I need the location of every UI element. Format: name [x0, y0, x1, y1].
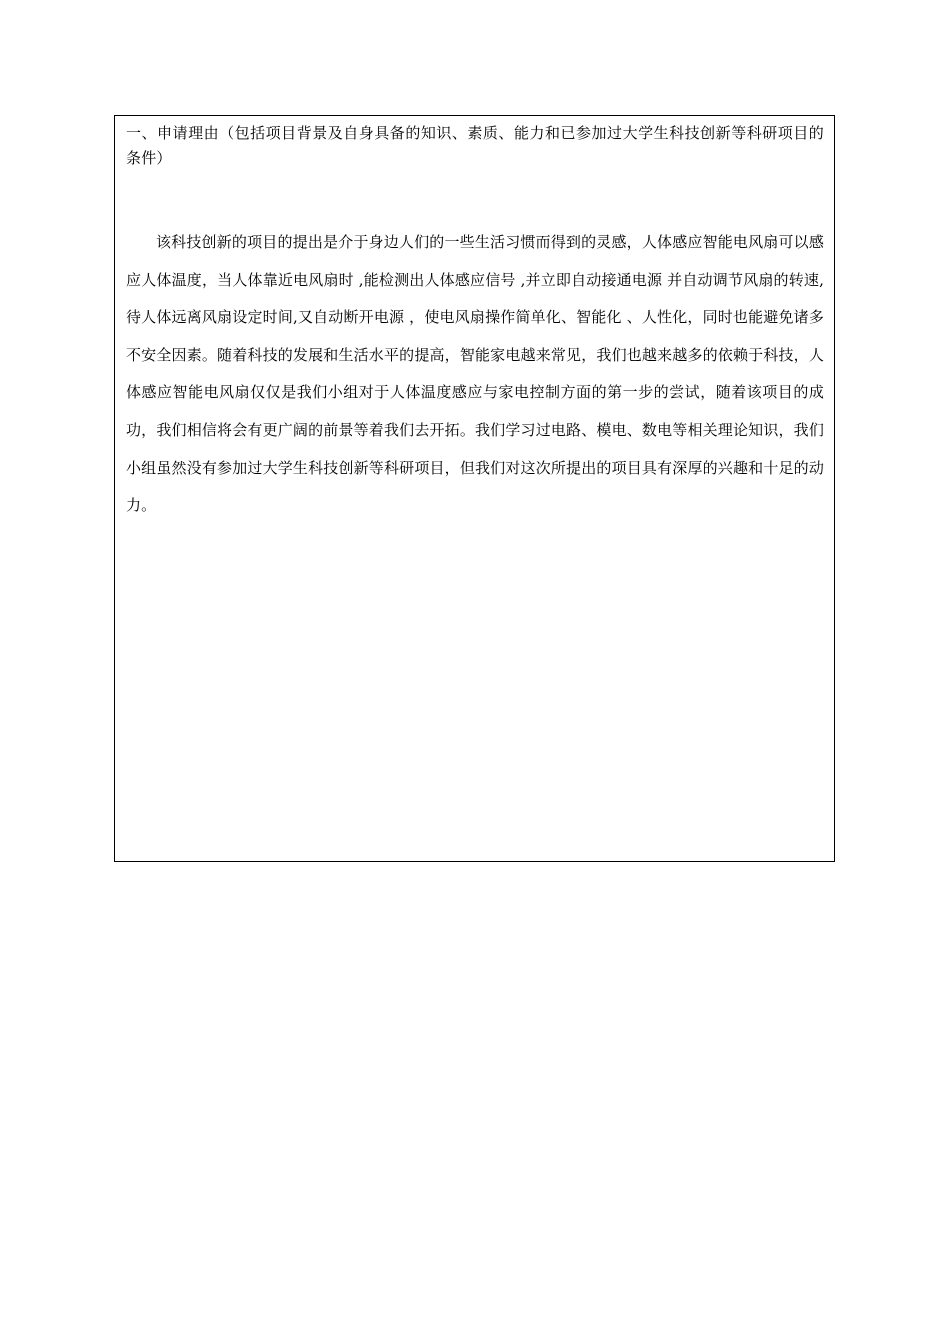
application-reason-box [114, 115, 835, 862]
section-heading: 一、申请理由（包括项目背景及自身具备的知识、素质、能力和已参加过大学生科技创新等科研项目的条件） [126, 124, 824, 167]
section-body-text: 该科技创新的项目的提出是介于身边人们的一些生活习惯而得到的灵感，人体感应智能电风扇可以感应人体温度，当人体靠近电风扇时 ,能检测出人体感应信号 ,并立即自动接通电源 并自动调节风扇的转速,待人体远离风扇设定时间,又自动断开电源 ，使电风扇操作简单化、智能化 、人性化，同时也能避免诸多不安全因素。随着科技的发展和生活水平的提高，智能家电越来常见，我们也越来越多的依赖于科技，人体感应智能电风扇仅仅是我们小组对于人体温度感应与家电控制方面的第一步的尝试，随着该项目的成功，我们相信将会有更广阔的前景等着我们去开拓。我们学习过电路、模电、数电等相关理论知识，我们小组虽然没有参加过大学生科技创新等科研项目，但我们对这次所提出的项目具有深厚的兴趣和十足的动力。 [126, 233, 824, 515]
